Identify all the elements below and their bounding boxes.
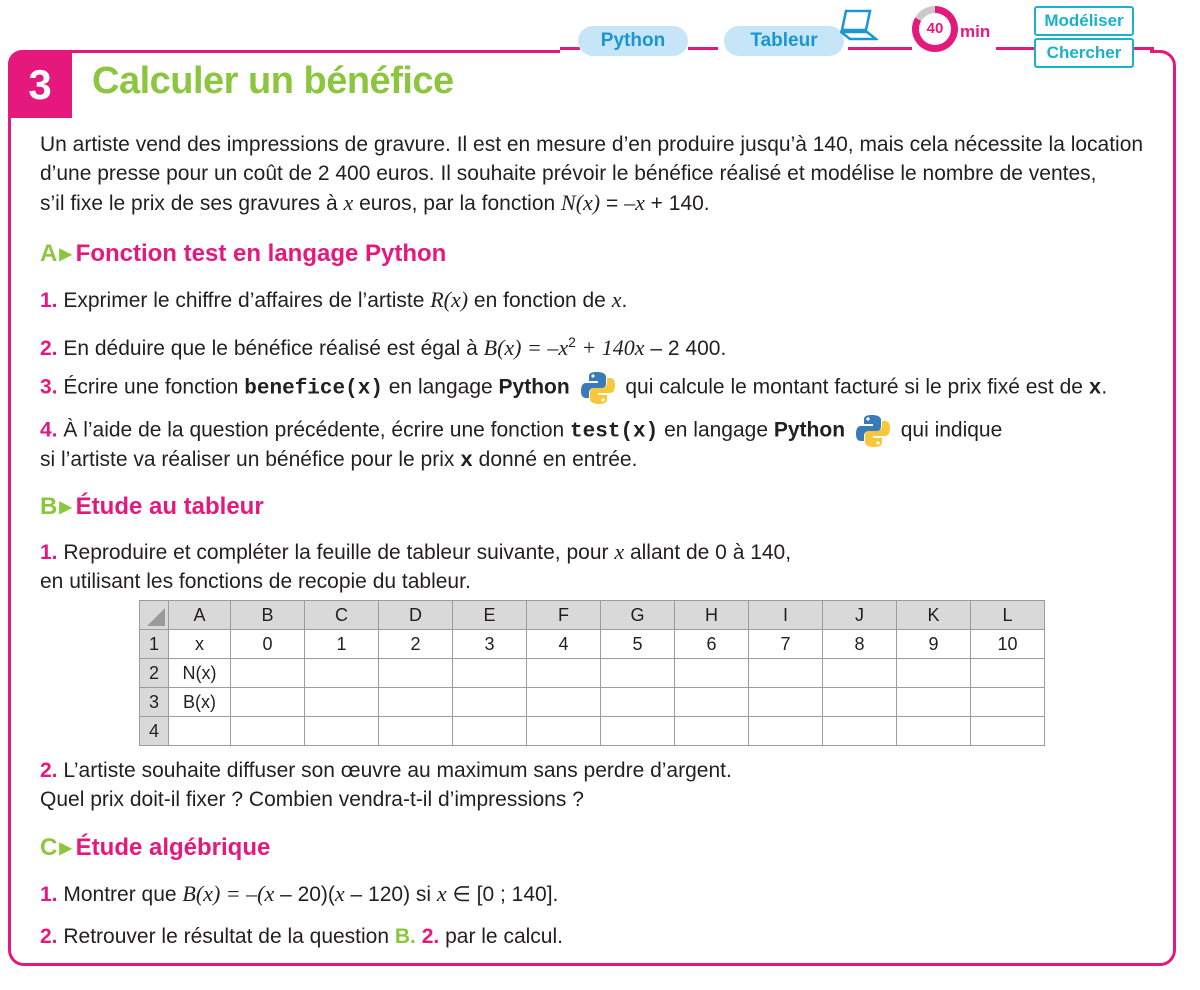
sheet-cell: 10 [971, 630, 1045, 659]
column-header: J [823, 601, 897, 630]
sheet-cell: 1 [305, 630, 379, 659]
table-row [140, 688, 1045, 717]
intro-line: Un artiste vend des impressions de gravure. Il est en mesure d’en produire jusqu’à 140, mais cela nécessite la location [40, 133, 1144, 156]
column-header: H [675, 601, 749, 630]
question-b2: 2. L’artiste souhaite diffuser son œuvre au maximum sans perdre d’argent. Quel prix doit-il fixer ? Combien vendra-t-il d’impressions ? [40, 759, 732, 811]
header-line [848, 47, 912, 50]
python-tag: Python [578, 26, 688, 56]
row-header: 1 [140, 630, 169, 659]
sheet-cell: 8 [823, 630, 897, 659]
question-a2: 2. En déduire que le bénéfice réalisé est égal à $B(x) = -x^2 + 140x - 2$ 400. [40, 334, 727, 360]
column-header: G [601, 601, 675, 630]
section-c-heading: C ▶ Étude algébrique [40, 834, 271, 861]
table-row [140, 717, 1045, 746]
sheet-cell: N(x) [169, 659, 231, 688]
sheet-cell: B(x) [169, 688, 231, 717]
laptop-icon [840, 8, 878, 42]
python-logo-icon [855, 413, 891, 449]
timer-unit: min [960, 22, 991, 41]
sheet-cell: 5 [601, 630, 675, 659]
header-line [996, 47, 1034, 50]
column-header: F [527, 601, 601, 630]
sheet-cell: 7 [749, 630, 823, 659]
exercise-number: 3 [8, 50, 72, 118]
chercher-tag: Chercher [1034, 38, 1134, 68]
intro-line: d’une presse pour un coût de 2 400 euros. Il souhaite prévoir le bénéfice réalisé et modélise le nombre de ventes, [40, 162, 1097, 185]
column-header: B [231, 601, 305, 630]
row-header: 3 [140, 688, 169, 717]
sheet-cell: 2 [379, 630, 453, 659]
row-header: 2 [140, 659, 169, 688]
row-header: 4 [140, 717, 169, 746]
sheet-cell: 6 [675, 630, 749, 659]
sheet-cell: x [169, 630, 231, 659]
header-line [688, 47, 718, 50]
exercise-title: Calculer un bénéfice [92, 60, 454, 102]
python-logo-icon [580, 370, 616, 406]
question-a4: 4. À l’aide de la question précédente, écrire une fonction test(x) en langage Python qui indique si l’artiste va réaliser un bénéfice pour le prix x donné en entrée. [40, 413, 1160, 476]
intro-text [40, 130, 1160, 218]
sheet-cell: 9 [897, 630, 971, 659]
spreadsheet [139, 600, 1045, 746]
column-header: A [169, 601, 231, 630]
section-a-heading: A ▶ Fonction test en langage Python [40, 240, 447, 267]
column-header: C [305, 601, 379, 630]
section-b-heading: B ▶ Étude au tableur [40, 493, 264, 520]
table-row [140, 659, 1045, 688]
sheet-corner [140, 601, 169, 630]
tableur-tag: Tableur [724, 26, 844, 56]
question-b1: 1. Reproduire et compléter la feuille de tableur suivante, pour x allant de 0 à 140, en utilisant les fonctions de recopie du tableur. [40, 539, 792, 593]
header-line [1134, 47, 1154, 50]
sheet-cell: 4 [527, 630, 601, 659]
column-header: D [379, 601, 453, 630]
sheet-cell: 0 [231, 630, 305, 659]
timer-value: 40 [919, 13, 951, 45]
sheet-cell: 3 [453, 630, 527, 659]
question-a3: 3. Écrire une fonction benefice(x) en langage Python qui calcule le montant facturé si le prix fixé est de x. [40, 370, 1160, 406]
column-header: L [971, 601, 1045, 630]
column-header-row [140, 601, 1045, 630]
column-header: K [897, 601, 971, 630]
column-header: I [749, 601, 823, 630]
column-header: E [453, 601, 527, 630]
table-row [140, 630, 1045, 659]
timer-icon [912, 6, 958, 52]
intro-line: s’il fixe le prix de ses gravures à x euros, par la fonction N(x) = –x + 140. [40, 190, 710, 215]
modeliser-tag: Modéliser [1034, 6, 1134, 36]
header-line [560, 47, 580, 50]
question-c2: 2. Retrouver le résultat de la question B. 2. par le calcul. [40, 925, 563, 948]
question-c1: 1. Montrer que B(x) = –(x – 20)(x – 120) si x ∈ [0 ; 140]. [40, 881, 559, 906]
question-a1: 1. Exprimer le chiffre d’affaires de l’artiste R(x) en fonction de x. [40, 287, 628, 312]
